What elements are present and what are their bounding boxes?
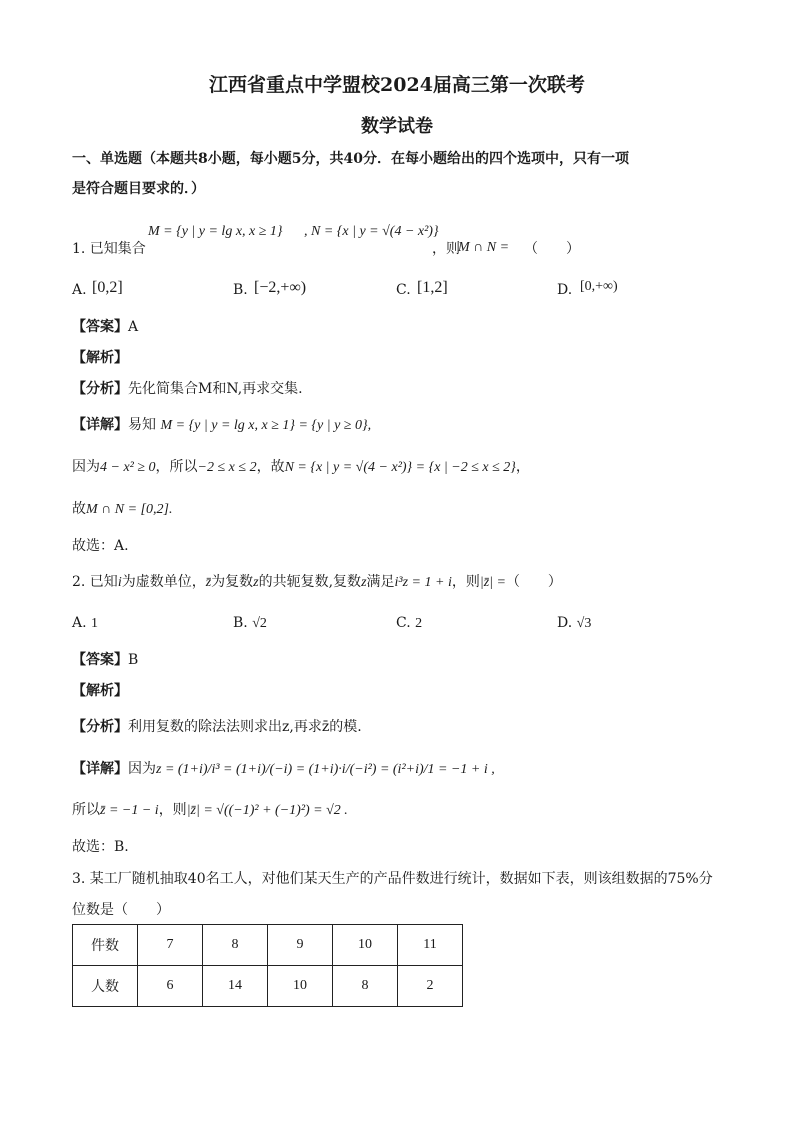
q2-stem-f: ，则 — [451, 574, 480, 590]
q1-detail2-d: ， — [515, 459, 530, 475]
q1-detail-label: 【详解】 — [72, 417, 128, 433]
q2-stem — [72, 573, 562, 592]
q2-analysis — [72, 718, 362, 736]
q3-stem-line2: 位数是（ ） — [72, 902, 170, 918]
q2-stem-z2: z — [361, 575, 367, 590]
q2-option-a-text: 1 — [91, 616, 99, 631]
q1-answer — [72, 318, 138, 336]
q1-choose: 故选：A. — [72, 538, 129, 554]
q2-stem-c: 为复数 — [211, 574, 254, 590]
q2-analysis-label: 【分析】 — [72, 719, 128, 735]
q2-option-b — [233, 614, 267, 633]
q1-detail3-a: 故 — [72, 501, 86, 517]
q1-option-b: [−2,+∞) — [254, 279, 307, 296]
q1-analysis — [72, 380, 303, 398]
q2-option-a — [72, 614, 98, 633]
q2-detail-label: 【详解】 — [72, 761, 128, 777]
q2-stem-i: i — [117, 575, 122, 590]
table-cell: 8 — [333, 966, 398, 1007]
table-row — [73, 966, 463, 1007]
table-cell: 14 — [203, 966, 268, 1007]
q2-option-b-text: √2 — [252, 616, 267, 631]
q1-detail1-math: M = {y | y = lg x, x ≥ 1} = {y | y ≥ 0}, — [160, 418, 372, 433]
q2-stem-zbar: z̄ — [205, 575, 212, 590]
q2-detail2-b: ，则 — [158, 802, 187, 818]
q1-analysis-text: 先化简集合M和N,再求交集. — [128, 381, 303, 397]
q1-detail-line2 — [72, 458, 530, 477]
q2-stem-abs: |z̄| = — [479, 575, 506, 590]
table-cell: 件数 — [73, 925, 138, 966]
q1-detail-line1 — [72, 416, 371, 435]
q1-option-a: [0,2] — [92, 279, 123, 296]
page-subtitle: 数学试卷 — [361, 116, 433, 137]
q1-set-n: , N = {x | y = √(4 − x²)} — [304, 224, 439, 239]
q3-data-table — [72, 924, 463, 1007]
q2-option-c-letter: C. — [396, 615, 411, 631]
q2-option-d — [557, 614, 591, 633]
table-cell: 6 — [138, 966, 203, 1007]
q1-option-c: [1,2] — [417, 279, 448, 296]
q2-detail2-math: z̄ = −1 − i — [100, 803, 159, 818]
q2-detail1-math: z = (1+i)/i³ = (1+i)/(−i) = (1+i)·i/(−i²) = (i²+i)/1 = −1 + i , — [156, 762, 495, 777]
q1-analysis-label: 【分析】 — [72, 381, 128, 397]
q2-option-c — [396, 614, 422, 633]
table-cell: 11 — [398, 925, 463, 966]
q1-detail2-b: ，所以 — [155, 459, 198, 475]
q2-detail1-text: 因为 — [128, 761, 156, 777]
q2-option-d-text: √3 — [576, 616, 592, 631]
table-cell: 9 — [268, 925, 333, 966]
q1-jiexi: 【解析】 — [72, 350, 128, 366]
q1-option-d: [0,+∞) — [580, 279, 618, 294]
q1-option-b-letter: B. — [233, 282, 248, 298]
q2-option-d-letter: D. — [557, 615, 573, 631]
table-cell: 2 — [398, 966, 463, 1007]
q1-detail2-a: 因为 — [72, 459, 100, 475]
q2-stem-z: z — [253, 575, 259, 590]
q2-detail-line2 — [72, 801, 348, 820]
q1-detail2-m2: −2 ≤ x ≤ 2 — [197, 460, 257, 475]
table-row — [73, 925, 463, 966]
q1-detail2-m1: 4 − x² ≥ 0 — [100, 460, 156, 475]
q1-answer-label: 【答案】 — [72, 319, 128, 335]
q1-detail2-m3: N = {x | y = √(4 − x²)} = {x | −2 ≤ x ≤ 2} — [284, 460, 516, 475]
q2-stem-d: 的共轭复数,复数 — [258, 574, 362, 590]
q2-stem-eq: i³z = 1 + i — [394, 575, 452, 590]
q1-ask: ，则 — [432, 241, 460, 257]
q2-option-c-text: 2 — [415, 616, 423, 631]
q2-detail2-text: 所以 — [72, 802, 100, 818]
q2-stem-b: 为虚数单位， — [121, 574, 206, 590]
q1-option-d-letter: D. — [557, 282, 573, 298]
q2-choose: 故选：B. — [72, 839, 129, 855]
q2-paren: （ ） — [505, 574, 562, 590]
table-cell: 10 — [333, 925, 398, 966]
q1-detail3-math: M ∩ N = [0,2]. — [86, 502, 173, 517]
q2-detail-line1 — [72, 760, 495, 779]
q2-option-a-letter: A. — [72, 615, 87, 631]
page-title: 江西省重点中学盟校2024届高三第一次联考 — [209, 74, 585, 96]
q1-ask-math: M ∩ N = — [458, 240, 510, 255]
q2-stem-a: 2. 已知 — [72, 574, 118, 590]
q1-detail1-text: 易知 — [128, 417, 156, 433]
table-cell: 人数 — [73, 966, 138, 1007]
q2-jiexi: 【解析】 — [72, 683, 128, 699]
q2-detail2-math2: |z̄| = √((−1)² + (−1)²) = √2 . — [186, 803, 348, 818]
q1-answer-value: A — [128, 319, 139, 335]
q1-option-a-letter: A. — [72, 282, 87, 298]
q2-answer-label: 【答案】 — [72, 652, 128, 668]
section-heading-line2: 是符合题目要求的．） — [72, 181, 205, 197]
q1-detail2-c: ，故 — [256, 459, 285, 475]
q1-detail-line3 — [72, 500, 172, 519]
q2-stem-e: 满足 — [366, 574, 395, 590]
q2-answer — [72, 651, 138, 669]
section-heading-line1: 一、单选题（本题共8小题，每小题5分，共40分．在每小题给出的四个选项中，只有一项 — [72, 151, 629, 167]
q1-set-m: M = {y | y = lg x, x ≥ 1} — [148, 224, 283, 239]
table-cell: 8 — [203, 925, 268, 966]
table-cell: 10 — [268, 966, 333, 1007]
q1-paren: （ ） — [524, 241, 580, 257]
q2-analysis-text: 利用复数的除法法则求出z,再求z̄的模. — [128, 719, 362, 735]
q3-stem-line1: 3. 某工厂随机抽取40名工人，对他们某天生产的产品件数进行统计，数据如下表，则该组数据的75%分 — [72, 871, 713, 887]
q2-option-b-letter: B. — [233, 615, 248, 631]
q1-option-c-letter: C. — [396, 282, 411, 298]
table-cell: 7 — [138, 925, 203, 966]
q2-answer-value: B — [128, 652, 139, 668]
q1-prefix: 1. 已知集合 — [72, 241, 146, 257]
